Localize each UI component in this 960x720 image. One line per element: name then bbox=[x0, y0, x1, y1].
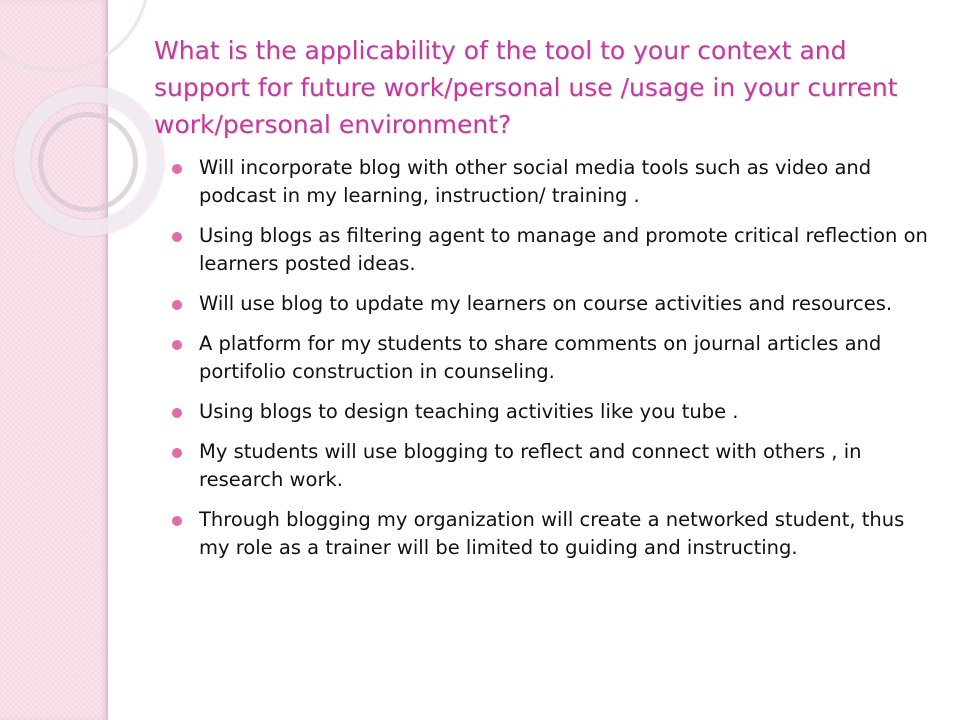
bullet-dot-icon bbox=[172, 408, 182, 418]
bullet-text: Will use blog to update my learners on course activities and resources. bbox=[199, 292, 893, 315]
bullet-item bbox=[172, 330, 932, 386]
decorative-ring-inner bbox=[38, 112, 138, 212]
bullet-dot-icon bbox=[172, 448, 182, 458]
bullet-list bbox=[172, 154, 932, 574]
bullet-dot-icon bbox=[172, 164, 182, 174]
bullet-item bbox=[172, 222, 932, 278]
bullet-item bbox=[172, 154, 932, 210]
bullet-item bbox=[172, 290, 932, 318]
bullet-dot-icon bbox=[172, 232, 182, 242]
bullet-text: Will incorporate blog with other social media tools such as video and podcast in my learning, instruction/ training . bbox=[199, 156, 872, 207]
bullet-dot-icon bbox=[172, 516, 182, 526]
bullet-dot-icon bbox=[172, 300, 182, 310]
bullet-text: Using blogs to design teaching activities like you tube . bbox=[199, 400, 739, 423]
bullet-item bbox=[172, 438, 932, 494]
bullet-dot-icon bbox=[172, 340, 182, 350]
bullet-text: Through blogging my organization will create a networked student, thus my role as a trainer will be limited to guiding and instructing. bbox=[199, 508, 905, 559]
slide-title: What is the applicability of the tool to your context and support for future work/personal use /usage in your current work/personal environment? bbox=[154, 36, 898, 139]
bullet-item bbox=[172, 398, 932, 426]
decorative-ring-top bbox=[0, 0, 150, 72]
bullet-text: A platform for my students to share comments on journal articles and portifolio construction in counseling. bbox=[199, 332, 882, 383]
bullet-item bbox=[172, 506, 932, 562]
bullet-text: Using blogs as filtering agent to manage and promote critical reflection on learners posted ideas. bbox=[199, 224, 928, 275]
bullet-text: My students will use blogging to reflect and connect with others , in research work. bbox=[199, 440, 862, 491]
